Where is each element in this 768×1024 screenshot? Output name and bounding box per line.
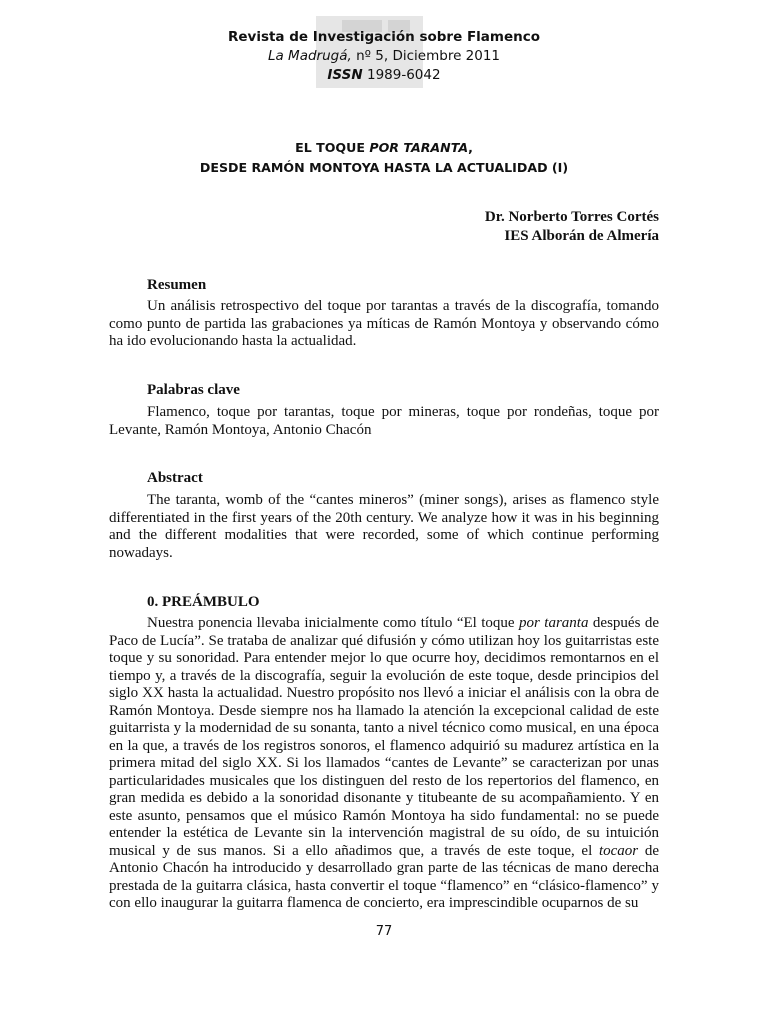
issn-value: 1989-6042 — [362, 67, 441, 83]
journal-title: Revista de Investigación sobre Flamenco — [227, 29, 541, 45]
issue-detail: nº 5, Diciembre 2011 — [351, 48, 501, 64]
title-part: , — [468, 140, 473, 155]
abstract-heading: Abstract — [147, 470, 203, 486]
keywords-heading: Palabras clave — [147, 382, 240, 398]
preambulo-body — [109, 615, 659, 913]
resumen-text: Un análisis retrospectivo del toque por tarantas a través de la discografía, tomando como punto de partida las grabaciones ya míticas de Ramón Montoya y observando cómo ha ido evolucionando hasta la actualidad. — [109, 298, 659, 349]
abstract-body — [109, 492, 659, 562]
keywords-text: Flamenco, toque por tarantas, toque por mineras, toque por rondeñas, toque por Levante, Ramón Montoya, Antonio Chacón — [109, 404, 659, 438]
paragraph-text: después de Paco de Lucía”. Se trataba de analizar qué difusión y cómo utilizan hoy los guitarristas este toque y su sonoridad. Para entender mejor lo que ocurre hoy, decidimos remontarnos en el tiempo y, a través de la discografía, seguir la evolución de este toque, desde principios del siglo XX hasta la actualidad. Nuestro propósito nos llevó a iniciar el análisis con la obra de Ramón Montoya. Desde siempre nos ha llamado la atención la excepcional calidad de este guitarrista y la modernidad de su sonanta, tanto a nivel técnico como musical, en una época en la que, a través de los registros sonoros, el flamenco adquirió su madurez artística en la primera mitad del siglo XX. Si los llamados “cantes de Levante” se caracterizan por unas particularidades musicales que los distinguen del resto de los repertorios del flamenco, en gran medida es debido a la sonoridad disonante y titubeante de su acompañamiento. Y en este asunto, pensamos que el músico Ramón Montoya ha sido fundamental: no se puede entender la estética de Levante sin la intervención magistral de su oído, de su intuición musical y de sus manos. Si a ello añadimos que, a través de este toque, el — [109, 615, 660, 859]
issn-label: ISSN — [327, 67, 363, 83]
article-title — [0, 138, 768, 178]
author-affiliation: IES Alborán de Almería — [504, 228, 659, 244]
title-line-2: DESDE RAMÓN MONTOYA HASTA LA ACTUALIDAD (I) — [199, 160, 569, 175]
paragraph-text: de Antonio Chacón ha introducido y desarrollado gran parte de las técnicas de mano derecha prestada de la guitarra clásica, hasta convertir el toque “flamenco” en “clásico-flamenco” y con ello inaugurar la guitarra flamenca de concierto, era imprescindible ocuparnos de su — [109, 842, 659, 911]
abstract-text: The taranta, womb of the “cantes mineros” (miner songs), arises as flamenco style differentiated in the first years of the 20th century. We analyze how it was in his beginning and the different modalities that were recorded, some of which continue performing nowadays. — [109, 492, 659, 561]
issue-name: La Madrugá, — [267, 48, 352, 64]
keywords-body — [109, 404, 659, 439]
title-part: EL TOQUE — [295, 140, 370, 155]
title-line-1 — [0, 138, 768, 158]
author-name: Dr. Norberto Torres Cortés — [484, 209, 659, 225]
journal-issn — [0, 66, 768, 85]
author-block — [485, 208, 659, 246]
paragraph-text: Nuestra ponencia llevaba inicialmente como título “El toque — [147, 615, 520, 631]
preambulo-paragraph — [109, 615, 659, 913]
paragraph-italic: por taranta — [519, 615, 589, 631]
journal-issue — [0, 47, 768, 66]
resumen-body — [109, 298, 659, 351]
page-number: 77 — [375, 924, 393, 939]
paragraph-italic: tocaor — [598, 842, 639, 859]
resumen-heading: Resumen — [147, 277, 207, 293]
title-part-italic: POR TARANTA — [369, 140, 469, 155]
preambulo-heading: 0. PREÁMBULO — [147, 594, 260, 610]
journal-header — [0, 28, 768, 85]
